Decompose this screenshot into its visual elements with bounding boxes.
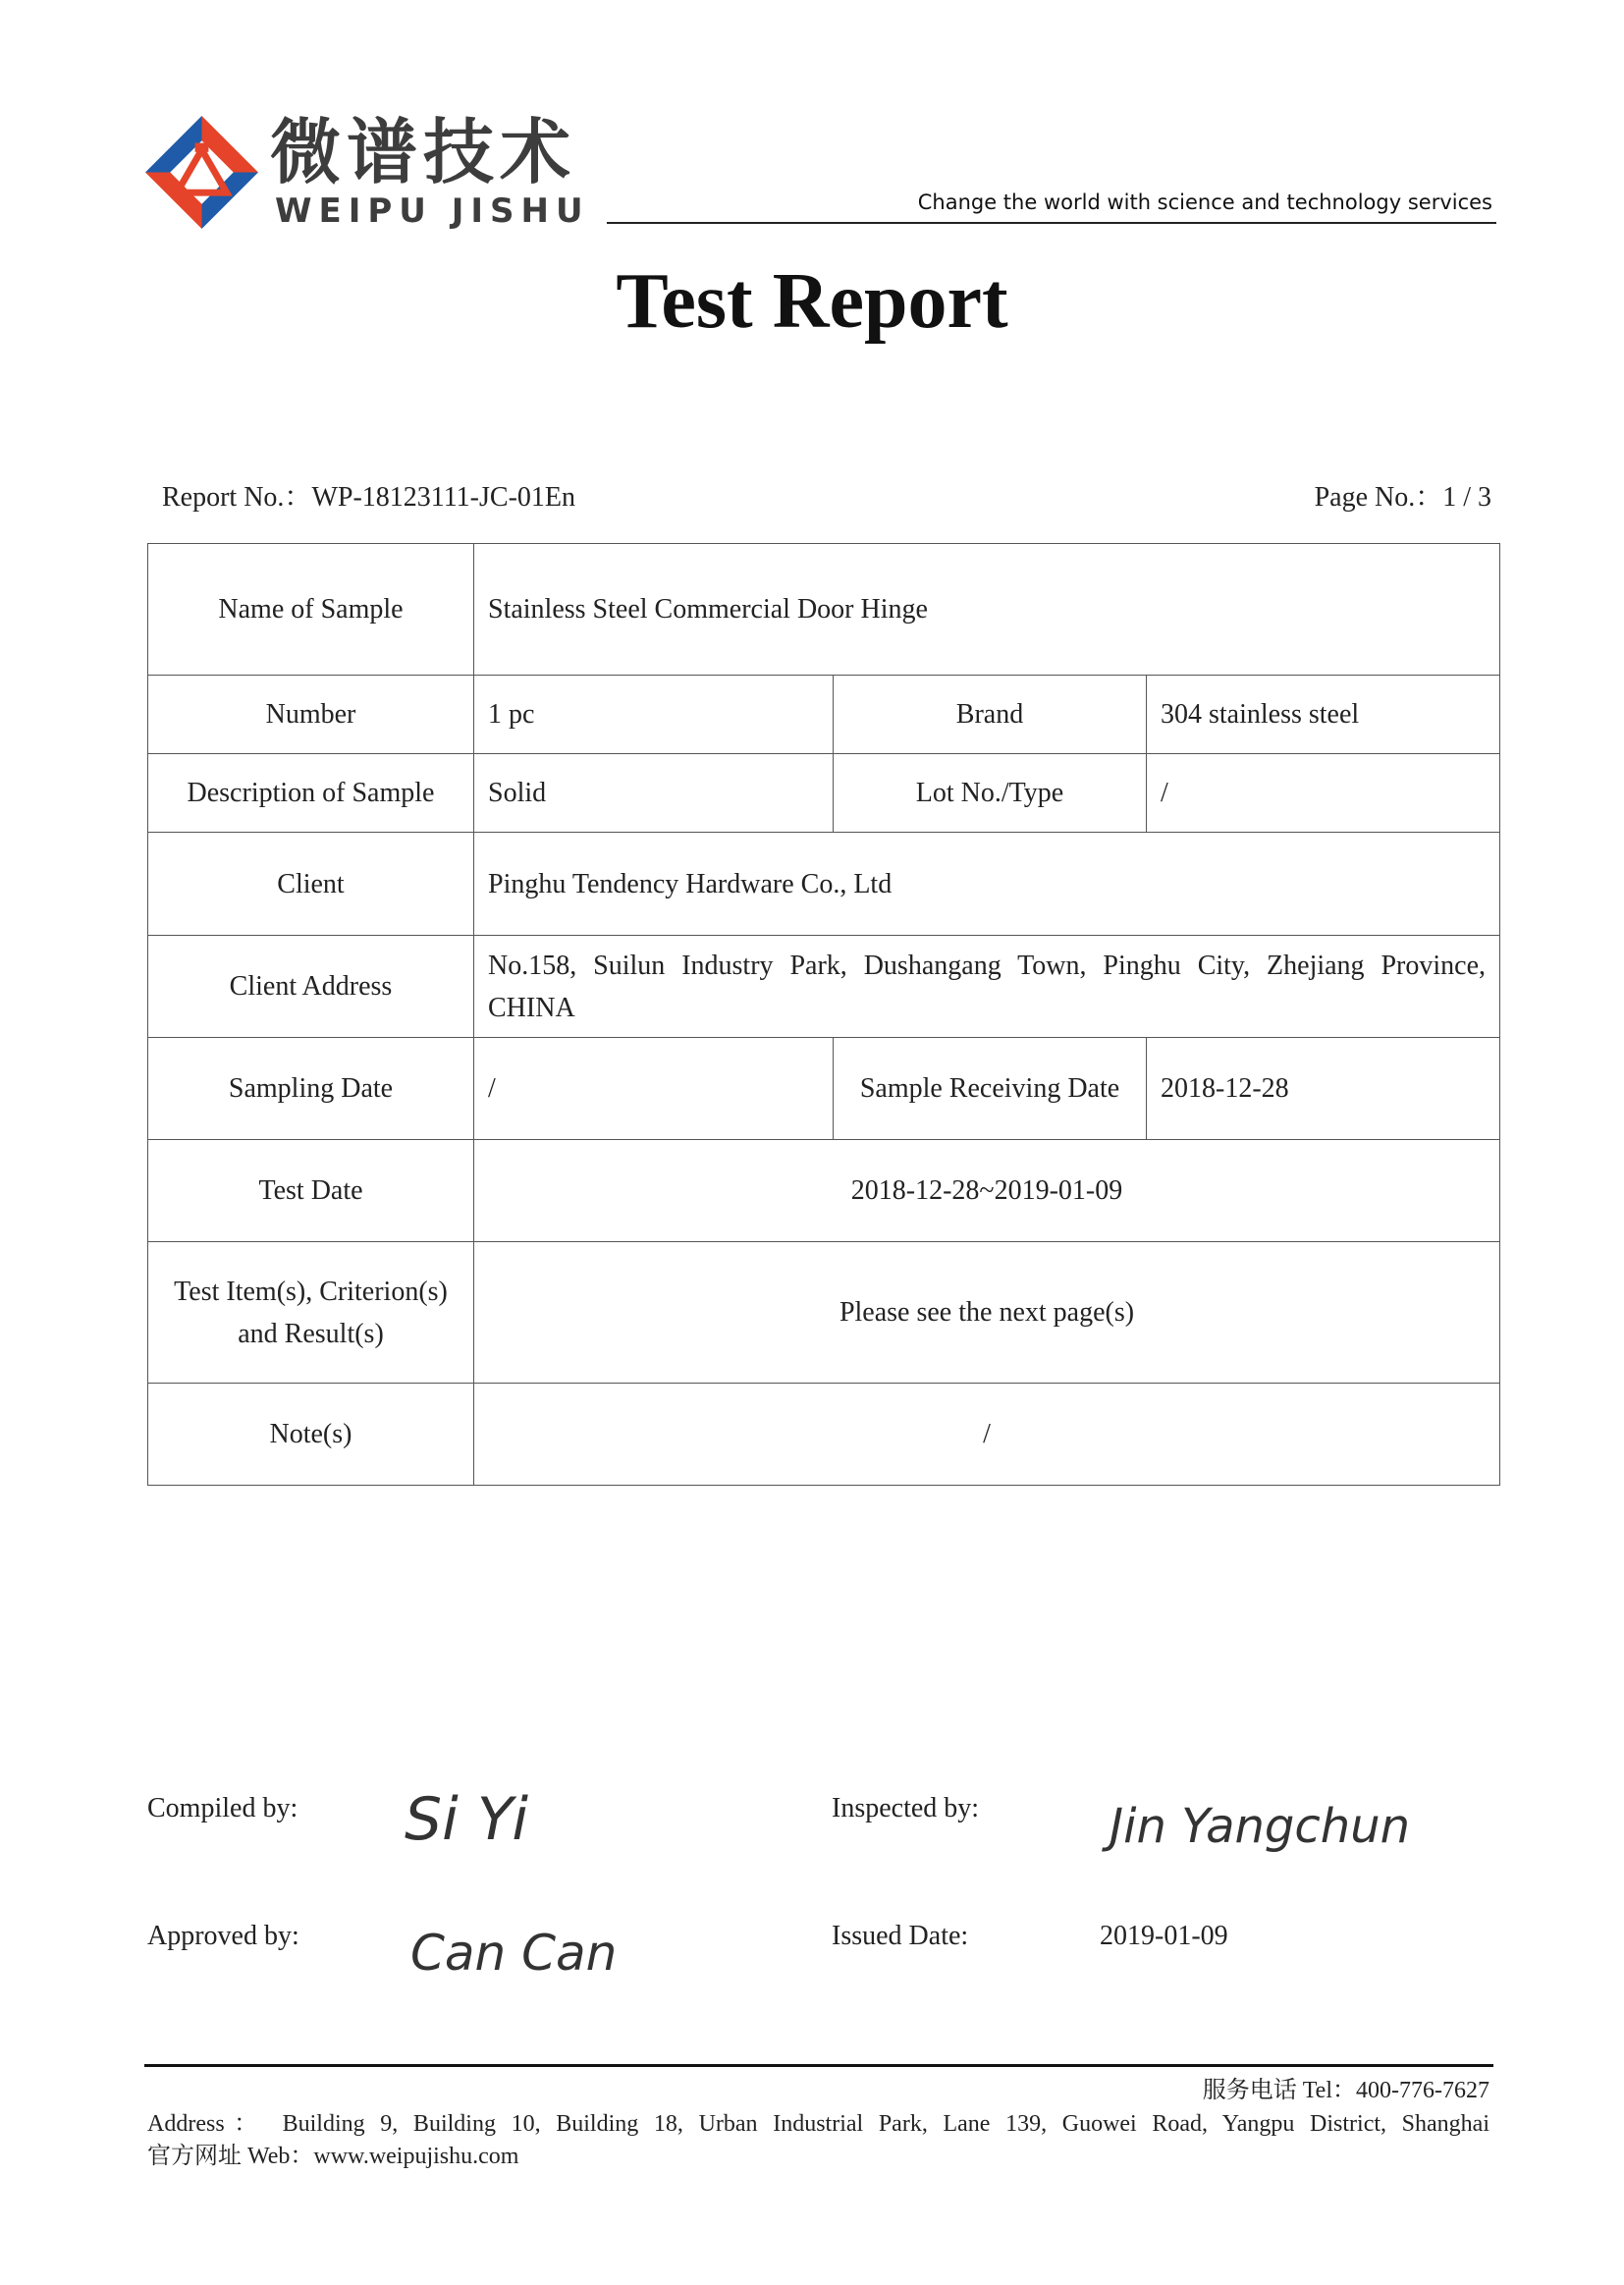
test-items-value: Please see the next page(s)	[474, 1242, 1500, 1384]
page-number	[1315, 475, 1491, 515]
client-address-value: No.158, Suilun Industry Park, Dushangang Town, Pinghu City, Zhejiang Province, CHINA	[474, 936, 1500, 1038]
issued-date-label: Issued Date:	[832, 1921, 969, 1951]
report-number	[162, 475, 575, 515]
page-number-value: 1 / 3	[1442, 482, 1491, 513]
table-row	[148, 1038, 1500, 1140]
slogan: Change the world with science and technology services	[917, 190, 1492, 214]
receiving-date-label: Sample Receiving Date	[834, 1038, 1147, 1140]
table-row	[148, 676, 1500, 754]
lot-no-label: Lot No./Type	[834, 754, 1147, 833]
report-number-label: Report No.：	[162, 482, 312, 513]
number-value: 1 pc	[474, 676, 834, 754]
notes-label: Note(s)	[148, 1384, 474, 1486]
lot-no-value: /	[1147, 754, 1500, 833]
footer-website: 官方网址 Web：www.weipujishu.com	[147, 2144, 519, 2169]
receiving-date-value: 2018-12-28	[1147, 1038, 1500, 1140]
report-number-value: WP-18123111-JC-01En	[311, 482, 576, 513]
test-items-label-line2: and Result(s)	[238, 1318, 384, 1349]
weipu-logo-mark-icon	[145, 116, 258, 229]
inspected-by-label: Inspected by:	[832, 1793, 980, 1823]
brand-value: 304 stainless steel	[1147, 676, 1500, 754]
name-of-sample-value: Stainless Steel Commercial Door Hinge	[474, 544, 1500, 676]
issued-date-value: 2019-01-09	[1100, 1921, 1228, 1951]
document-title: Test Report	[616, 258, 1008, 345]
description-value: Solid	[474, 754, 834, 833]
logo-chinese-text: 微谱技术	[270, 111, 577, 193]
table-row	[148, 833, 1500, 936]
test-date-value: 2018-12-28~2019-01-09	[474, 1140, 1500, 1242]
client-value: Pinghu Tendency Hardware Co., Ltd	[474, 833, 1500, 936]
table-row	[148, 1242, 1500, 1384]
sampling-date-value: /	[474, 1038, 834, 1140]
footer-divider	[144, 2064, 1493, 2067]
description-label: Description of Sample	[148, 754, 474, 833]
approved-by-signature: Can Can	[410, 1925, 618, 1982]
table-row	[148, 754, 1500, 833]
sampling-date-label: Sampling Date	[148, 1038, 474, 1140]
compiled-by-label: Compiled by:	[147, 1793, 298, 1823]
table-row	[148, 936, 1500, 1038]
client-address-label: Client Address	[148, 936, 474, 1038]
notes-value: /	[474, 1384, 1500, 1486]
compiled-by-signature: Si Yi	[405, 1785, 529, 1854]
inspected-by-signature: Jin Yangchun	[1110, 1799, 1411, 1854]
footer-address: Address： Building 9, Building 10, Building 18, Urban Industrial Park, Lane 139, Guowei Road, Yangpu District, Shanghai	[147, 2111, 1489, 2137]
client-label: Client	[148, 833, 474, 936]
footer-telephone: 服务电话 Tel：400-776-7627	[1202, 2078, 1489, 2103]
table-row	[148, 1140, 1500, 1242]
name-of-sample-label: Name of Sample	[148, 544, 474, 676]
table-row	[148, 544, 1500, 676]
header-divider	[607, 222, 1496, 224]
sample-info-table	[147, 543, 1500, 1486]
test-items-label	[148, 1242, 474, 1384]
page-number-label: Page No.：	[1314, 482, 1443, 513]
table-row	[148, 1384, 1500, 1486]
logo-english-text: WEIPU JISHU	[275, 191, 590, 231]
number-label: Number	[148, 676, 474, 754]
approved-by-label: Approved by:	[147, 1921, 299, 1951]
test-date-label: Test Date	[148, 1140, 474, 1242]
brand-label: Brand	[834, 676, 1147, 754]
test-items-label-line1: Test Item(s), Criterion(s)	[174, 1276, 448, 1307]
